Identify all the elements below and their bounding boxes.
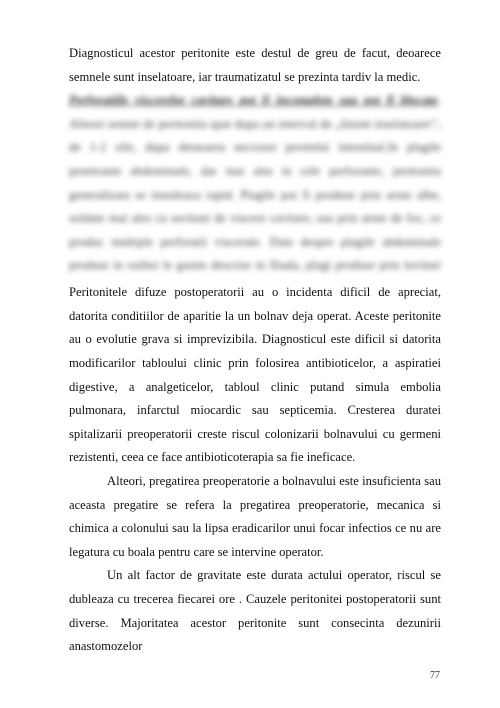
paragraph-perforatii-text: . Alteori semne de peritonita apar dupa un interval de „liniste inselatoare\", de 1-2 zile, dupa detasarea necrozei peretelui intestinal.In plagile penetrante abdominale, dar mai ales in cele perforante, peritonita generalizata se instaleaza rapid. Plagile pot fi produse prin arme albe, soldate mai ales cu sectiuni de viscere cavitare, sau prin arme de foc, ce produc multiple perforatii viscerale. Date despre plagile abdominale produse in razboi le gasim descrise in Iliada, plagi produse prin lovituri: [69, 93, 441, 273]
page-number: 77: [430, 670, 440, 681]
partially-blurred-section: [69, 89, 441, 281]
paragraph-factor: Un alt factor de gravitate este durata actului operator, riscul se dubleaza cu trecerea fiecarei ore . Cauzele peritonitei postoperatorii sunt diverse. Majoritatea acestor peritonite sunt consecinta dezunirii anastomozelor: [69, 568, 441, 654]
paragraph-perforatii: [69, 89, 441, 281]
paragraph-difuze: Peritonitele difuze postoperatorii au o incidenta dificil de apreciat, datorita conditiilor de aparitie la un bolnav deja operat. Aceste peritonite au o evolutie grava si imprevizibila. Diagnosticul este dificil si datorita modificarilor tabloului clinic prin folosirea antibioticelor, a aspiratiei digestive, a analgeticelor, tabloul clinic putand simula embolia pulmonara, infarctul miocardic sau septicemia. Cresterea duratei spitalizarii preoperatorii creste riscul colonizarii bolnavului cu germeni rezistenti, ceea ce face antibioticoterapia sa fie ineficace.: [69, 285, 441, 465]
paragraph-pregatire: Alteori, pregatirea preoperatorie a bolnavului este insuficienta sau aceasta pregatire se refera la pregatirea preoperatorie, mecanica si chimica a colonului sau la lipsa eradicarilor unui focar infectios ce nu are legatura cu boala pentru care se intervine operator.: [69, 473, 441, 559]
body-text: [69, 42, 441, 659]
paragraph-intro: Diagnosticul acestor peritonite este destul de greu de facut, deoarece semnele sunt inselatoare, iar traumatizatul se prezinta tardiv la medic.: [69, 46, 441, 84]
heading-perforatii: Perforatiile viscerelor cavitare pot fi incomplete sau pot fi blocate: [69, 93, 438, 108]
